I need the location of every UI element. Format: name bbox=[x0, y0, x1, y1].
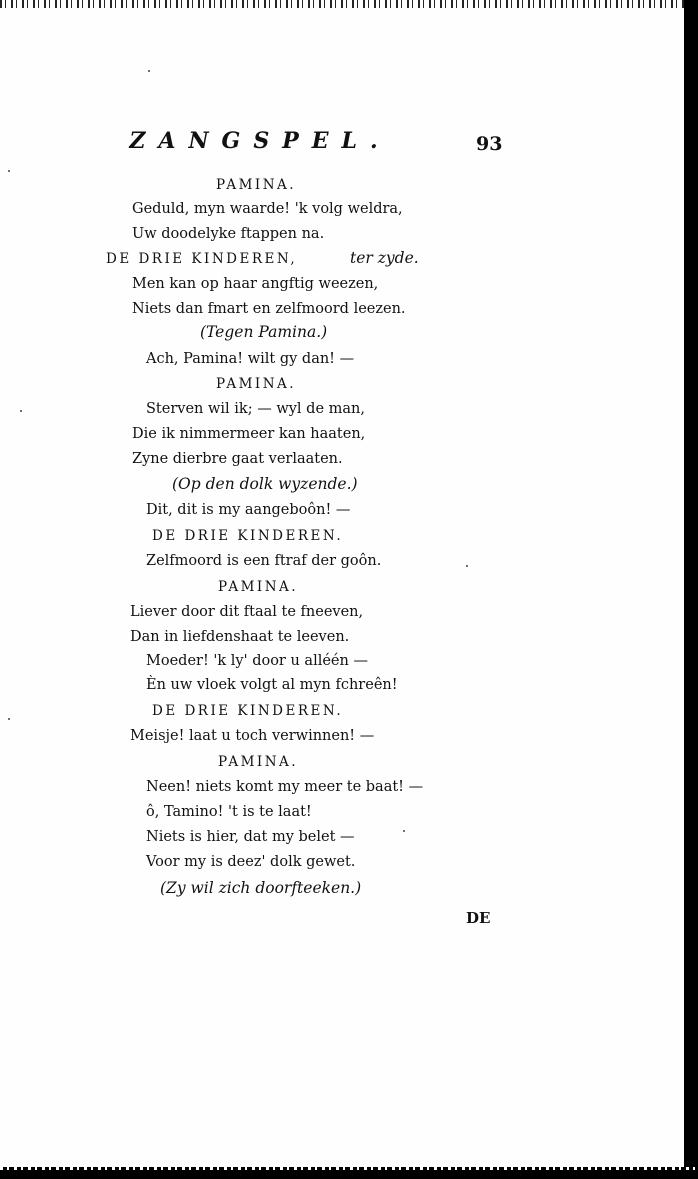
verse-line: Die ik nimmermeer kan haaten, bbox=[132, 426, 366, 442]
verse-line: Uw doodelyke ftappen na. bbox=[132, 226, 325, 242]
paper-speck bbox=[8, 718, 10, 720]
verse-line: ô, Tamino! 't is te laat! bbox=[146, 804, 312, 820]
verse-line: Voor my is deez' dolk gewet. bbox=[146, 854, 356, 870]
verse-line: Niets is hier, dat my belet — bbox=[146, 829, 355, 845]
stage-direction: (Op den dolk wyzende.) bbox=[172, 475, 358, 493]
speaker-heading: PAMINA. bbox=[218, 754, 299, 770]
stage-direction: (Zy wil zich doorfteeken.) bbox=[160, 879, 362, 897]
verse-line: Sterven wil ik; — wyl de man, bbox=[146, 401, 365, 417]
verse-line: Neen! niets komt my meer te baat! — bbox=[146, 779, 424, 795]
verse-line: Moeder! 'k ly' door u alléén — bbox=[146, 653, 368, 669]
speaker-heading: DE DRIE KINDEREN. bbox=[152, 528, 344, 544]
paper-speck bbox=[148, 70, 150, 72]
verse-line: Zyne dierbre gaat verlaaten. bbox=[132, 451, 343, 467]
catchword: DE bbox=[466, 909, 491, 927]
verse-line: Liever door dit ftaal te fneeven, bbox=[130, 604, 364, 620]
verse-line: Dit, dit is my aangeboôn! — bbox=[146, 502, 351, 518]
stage-direction: ter zyde. bbox=[350, 249, 419, 267]
speaker-heading: PAMINA. bbox=[218, 579, 299, 595]
paper-speck bbox=[8, 170, 10, 172]
stage-direction: (Tegen Pamina.) bbox=[200, 323, 328, 341]
verse-line: Meisje! laat u toch verwinnen! — bbox=[130, 728, 375, 744]
speaker-heading: DE DRIE KINDEREN, bbox=[106, 251, 298, 267]
paper-speck bbox=[403, 830, 405, 832]
paper-speck bbox=[20, 410, 22, 412]
verse-line: Niets dan fmart en zelfmoord leezen. bbox=[132, 301, 406, 317]
verse-line: Dan in liefdenshaat te leeven. bbox=[130, 629, 350, 645]
scan-border-bottom bbox=[0, 1167, 698, 1179]
speaker-heading: PAMINA. bbox=[216, 177, 297, 193]
speaker-heading: DE DRIE KINDEREN. bbox=[152, 703, 344, 719]
verse-line: Ach, Pamina! wilt gy dan! — bbox=[146, 351, 355, 367]
verse-line: Zelfmoord is een ftraf der goôn. bbox=[146, 553, 382, 569]
page-top-edge bbox=[0, 0, 684, 8]
page-number: 93 bbox=[476, 133, 503, 155]
verse-line: Èn uw vloek volgt al myn fchreên! bbox=[146, 677, 398, 693]
paper-speck bbox=[466, 565, 468, 567]
speaker-heading: PAMINA. bbox=[216, 376, 297, 392]
running-head: ZANGSPEL. bbox=[129, 128, 391, 154]
verse-line: Geduld, myn waarde! 'k volg weldra, bbox=[132, 201, 403, 217]
verse-line: Men kan op haar angftig weezen, bbox=[132, 276, 379, 292]
scan-border-right bbox=[684, 0, 698, 1179]
